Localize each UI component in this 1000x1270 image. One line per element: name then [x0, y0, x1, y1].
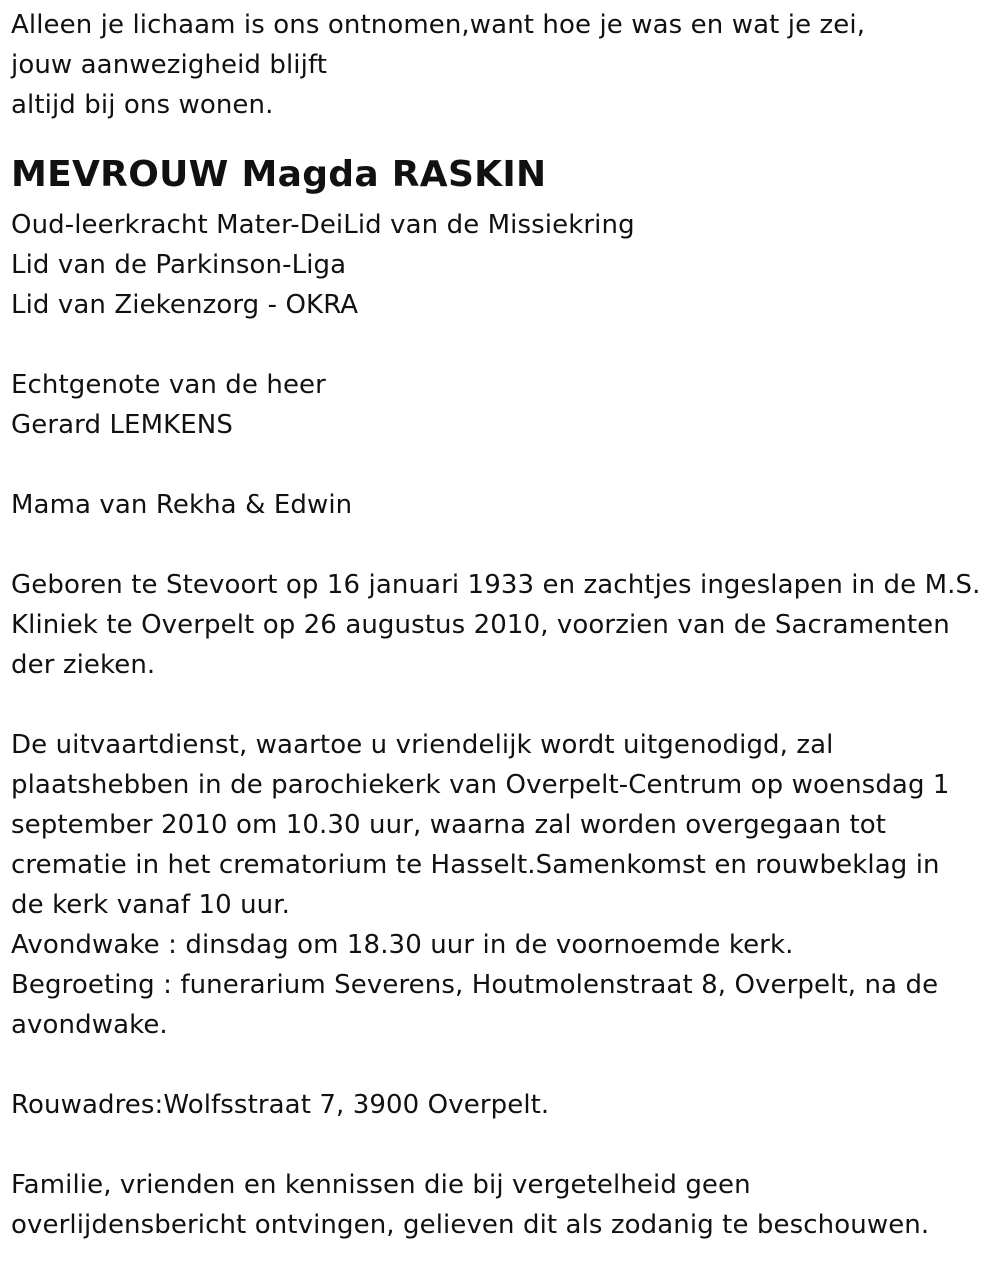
- spacer: [11, 525, 996, 565]
- funeral-line-5: de kerk vanaf 10 uur.: [11, 890, 291, 920]
- funeral-line-4: crematie in het crematorium te Hasselt.Samenkomst en rouwbeklag in: [11, 850, 940, 880]
- role-line-3: Lid van Ziekenzorg - OKRA: [11, 290, 359, 320]
- address-block: [11, 1085, 996, 1125]
- spacer: [11, 325, 996, 365]
- role-line-1: Oud-leerkracht Mater-DeiLid van de Missiekring: [11, 210, 635, 240]
- deceased-name: MEVROUW Magda RASKIN: [11, 154, 547, 195]
- spouse-line-1: Echtgenote van de heer: [11, 370, 326, 400]
- birth-death-line-1: Geboren te Stevoort op 16 januari 1933 en zachtjes ingeslapen in de M.S.: [11, 570, 981, 600]
- funeral-line-7: Begroeting : funerarium Severens, Houtmolenstraat 8, Overpelt, na de: [11, 970, 939, 1000]
- spouse-block: [11, 365, 996, 445]
- poem-line-3: altijd bij ons wonen.: [11, 90, 274, 120]
- funeral-line-2: plaatshebben in de parochiekerk van Overpelt-Centrum op woensdag 1: [11, 770, 950, 800]
- funeral-line-6: Avondwake : dinsdag om 18.30 uur in de voornoemde kerk.: [11, 930, 794, 960]
- spacer: [11, 125, 996, 145]
- birth-death-line-2: Kliniek te Overpelt op 26 augustus 2010, voorzien van de Sacramenten: [11, 610, 950, 640]
- spacer: [11, 685, 996, 725]
- closing-line-1: Familie, vrienden en kennissen die bij vergetelheid geen: [11, 1170, 751, 1200]
- poem-line-2: jouw aanwezigheid blijft: [11, 50, 328, 80]
- poem: [11, 5, 996, 125]
- funeral-line-3: september 2010 om 10.30 uur, waarna zal worden overgegaan tot: [11, 810, 887, 840]
- closing-block: [11, 1165, 996, 1245]
- children-line: Mama van Rekha & Edwin: [11, 490, 353, 520]
- children-block: [11, 485, 996, 525]
- funeral-line-8: avondwake.: [11, 1010, 168, 1040]
- spacer: [11, 445, 996, 485]
- deceased-block: [11, 145, 996, 325]
- funeral-line-1: De uitvaartdienst, waartoe u vriendelijk wordt uitgenodigd, zal: [11, 730, 834, 760]
- funeral-block: [11, 725, 996, 1045]
- address-line: Rouwadres:Wolfsstraat 7, 3900 Overpelt.: [11, 1090, 550, 1120]
- spacer: [11, 1045, 996, 1085]
- spouse-line-2: Gerard LEMKENS: [11, 410, 233, 440]
- poem-line-1: Alleen je lichaam is ons ontnomen,want hoe je was en wat je zei,: [11, 10, 866, 40]
- role-line-2: Lid van de Parkinson-Liga: [11, 250, 347, 280]
- spacer: [11, 1125, 996, 1165]
- birth-death-block: [11, 565, 996, 685]
- birth-death-line-3: der zieken.: [11, 650, 156, 680]
- obituary-notice: [11, 5, 996, 1245]
- closing-line-2: overlijdensbericht ontvingen, gelieven dit als zodanig te beschouwen.: [11, 1210, 930, 1240]
